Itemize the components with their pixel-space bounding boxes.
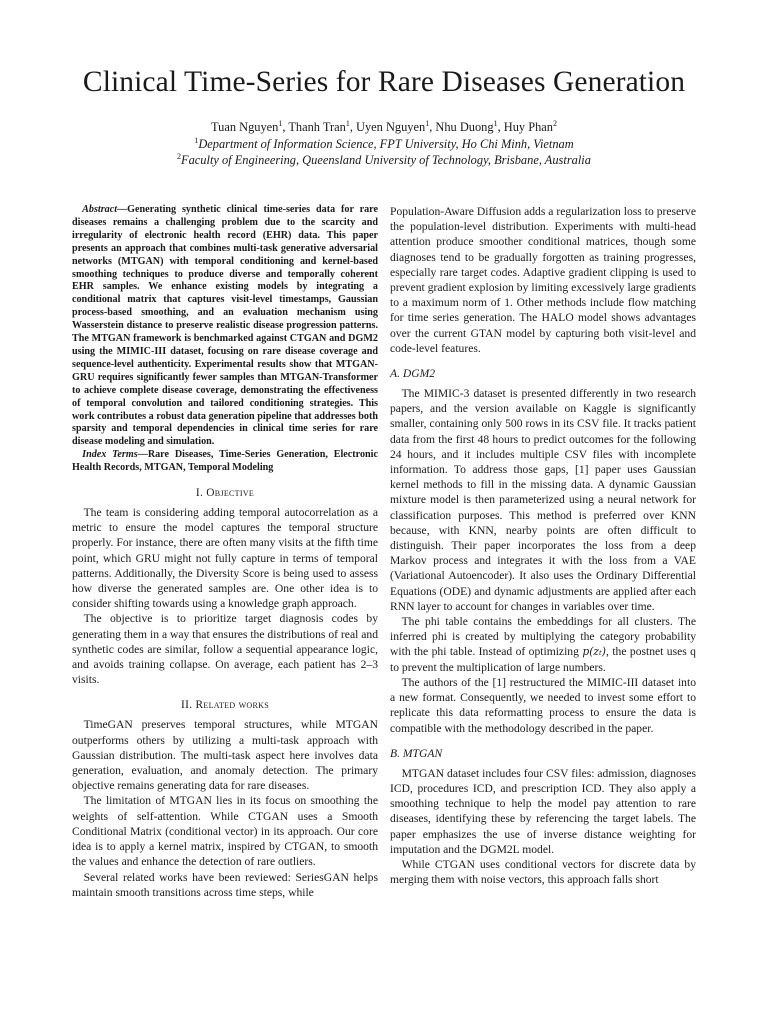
abstract-text: —Generating synthetic clinical time-series data for rare diseases remains a challenging problem due to the scarcity and irregularity of electronic health record (EHR) data. This paper presents an approach that combines multi-task generative adversarial networks (MTGAN) with temporal conditioning and kernel-based smoothing techniques to produce diverse and temporally coherent EHR samples. We enhance existing models by integrating a conditional matrix that captures visit-level timestamps, Gaussian process-based smoothing, and an evaluation mechanism using Wasserstein distance to preserve realistic disease progression patterns. The MTGAN framework is benchmarked against CTGAN and DGM2 using the MIMIC-III dataset, focusing on rare disease coverage and sequence-level authenticity. Experimental results show that MTGAN-GRU requires significantly fewer samples than MTGAN-Transformer to achieve complete disease coverage, demonstrating the effectiveness of temporal convolution and tailored conditioning strategies. This work contributes a robust data generation pipeline that addresses both sparsity and temporal dependencies in clinical time series for rare disease modeling and simulation. <box>72 204 378 448</box>
section-heading-related-works: II. Related works <box>181 699 269 712</box>
section-heading-objective: I. Objective <box>195 487 255 500</box>
affiliation-1 <box>0 136 768 152</box>
abstract-label: Abstract <box>82 204 118 215</box>
index-terms-text: —Rare Diseases, Time-Series Generation, Electronic Health Records, MTGAN, Temporal Modeling <box>72 449 378 474</box>
index-terms-label: Index Terms <box>82 449 138 461</box>
affiliation-text: Department of Information Science, FPT University, Ho Chi Minh, Vietnam <box>198 137 574 151</box>
paragraph: The objective is to prioritize target diagnosis codes by generating them in a way that ensures the distributions of real and synthetic codes are similar, follow a sequential appearance logic, and avoids training collapse. On average, each patient has 2–3 visits. <box>72 612 378 687</box>
affiliation-text: Faculty of Engineering, Queensland University of Technology, Brisbane, Australia <box>181 153 591 167</box>
paragraph: The limitation of MTGAN lies in its focus on smoothing the weights of self-attention. While CTGAN uses a Smooth Conditional Matrix (conditional vector) in its approach. Our core idea is to apply a kernel matrix, inspired by CTGAN, to smooth the values and enhance the detection of rare outliers. <box>72 794 378 869</box>
affiliation-mark: 2 <box>177 152 182 161</box>
left-column <box>72 204 378 900</box>
author-name: Nhu Duong <box>435 120 494 134</box>
paragraph: The MIMIC-3 dataset is presented differently in two research papers, and the version available on Kaggle is significantly smaller, containing only 500 rows in its CSV file. It tracks patient data from the first 48 hours to predict outcomes for the following 24 hours, and it includes multiple CSV files with incomplete information. To address those gaps, [1] paper uses Gaussian kernel methods to fill in the missing data. A dynamic Gaussian mixture model is then parameterized using a neural network for classification purposes. This method is preferred over KNN because, with KNN, nearby points are often difficult to distinguish. Their paper incorporates the loss from a deep Markov process and integrates it with the loss from a VAE (Variational Autoencoder). It also uses the Ordinary Differential Equations (ODE) and dynamic adjustments are applied after each RNN layer to account for changes in variables over time. <box>390 387 696 613</box>
paragraph-text: , the postnet uses q to prevent the multiplication of large numbers. <box>390 645 696 674</box>
paragraph: While CTGAN uses conditional vectors for discrete data by merging them with noise vectors, this approach falls short <box>390 857 696 887</box>
author-name: Huy Phan <box>503 120 553 134</box>
author-name: Thanh Tran <box>288 120 346 134</box>
abstract <box>72 204 378 449</box>
paragraph: The team is considering adding temporal autocorrelation as a metric to ensure the model captures the temporal structure properly. For instance, there are often many visits at the fifth time point, which GRU might not fully capture in terms of temporal patterns. Additionally, the Diversity Score is being used to assess how diverse the generated samples are. One other idea is to consider shifting towards using a knowledge graph approach. <box>72 506 378 611</box>
subsection-heading-mtgan: B. MTGAN <box>390 746 443 760</box>
affiliation-mark: 1 <box>278 119 283 128</box>
affiliation-mark: 2 <box>553 119 557 128</box>
affiliation-mark: 1 <box>194 136 199 145</box>
paper-title: Clinical Time-Series for Rare Diseases Generation <box>82 66 686 98</box>
paragraph-continuation: Population-Aware Diffusion adds a regularization loss to preserve the population-level distribution. Experiments with multi-head attention produce smoother conditional matrices, though some diagnoses tend to be gradually forgotten as training progresses, especially rare target codes. Adaptive gradient clipping is used to prevent gradient explosion by limiting excessively large gradients to a maximum norm of 1. Other methods include flow matching for time series generation. The HALO model shows advantages over the current GTAN model by capturing both visit-level and code-level features. <box>390 205 696 355</box>
inline-math: p(zₜ) <box>582 645 606 659</box>
affiliation-mark: 1 <box>345 119 350 128</box>
paragraph: MTGAN dataset includes four CSV files: admission, diagnoses ICD, procedures ICD, and prescription ICD. They also apply a smoothing technique to help the model pay attention to rare diseases, identifying these by referencing the target labels. The paper emphasizes the use of inverse distance weighting for imputation and the DGM2L model. <box>390 766 696 856</box>
paragraph: TimeGAN preserves temporal structures, while MTGAN outperforms others by utilizing a multi-task approach with Gaussian distribution. The multi-task aspect here involves data generation, evaluation, and anomaly detection. The primary objective remains generating data for rare diseases. <box>72 718 378 793</box>
subsection-heading-dgm2: A. DGM2 <box>390 367 436 381</box>
paragraph: Several related works have been reviewed: SeriesGAN helps maintain smooth transitions across time steps, while <box>72 870 378 899</box>
author-name: Uyen Nguyen <box>356 120 426 134</box>
paragraph <box>390 614 696 675</box>
paragraph-text: The phi table contains the embeddings for all clusters. The inferred phi is created by multiplying the category probability with the phi table. Instead of optimizing <box>390 615 696 659</box>
index-terms <box>72 449 378 475</box>
affiliation-2 <box>0 152 768 168</box>
author-list: Tuan Nguyen$^1$, Thanh Tran$^1$, Uyen Nguyen$^1$, Nhu Duong$^1$, Huy Phan$^2$ <box>211 119 557 134</box>
author-name: Tuan Nguyen <box>211 120 279 134</box>
right-column <box>390 204 696 887</box>
paragraph: The authors of the [1] restructured the MIMIC-III dataset into a new format. Consequently, we needed to invest some effort to replicate this data reformatting process to ensure the data is compatible with the methodology described in the paper. <box>390 675 696 735</box>
affiliation-mark: 1 <box>425 119 430 128</box>
affiliation-mark: 1 <box>493 119 498 128</box>
